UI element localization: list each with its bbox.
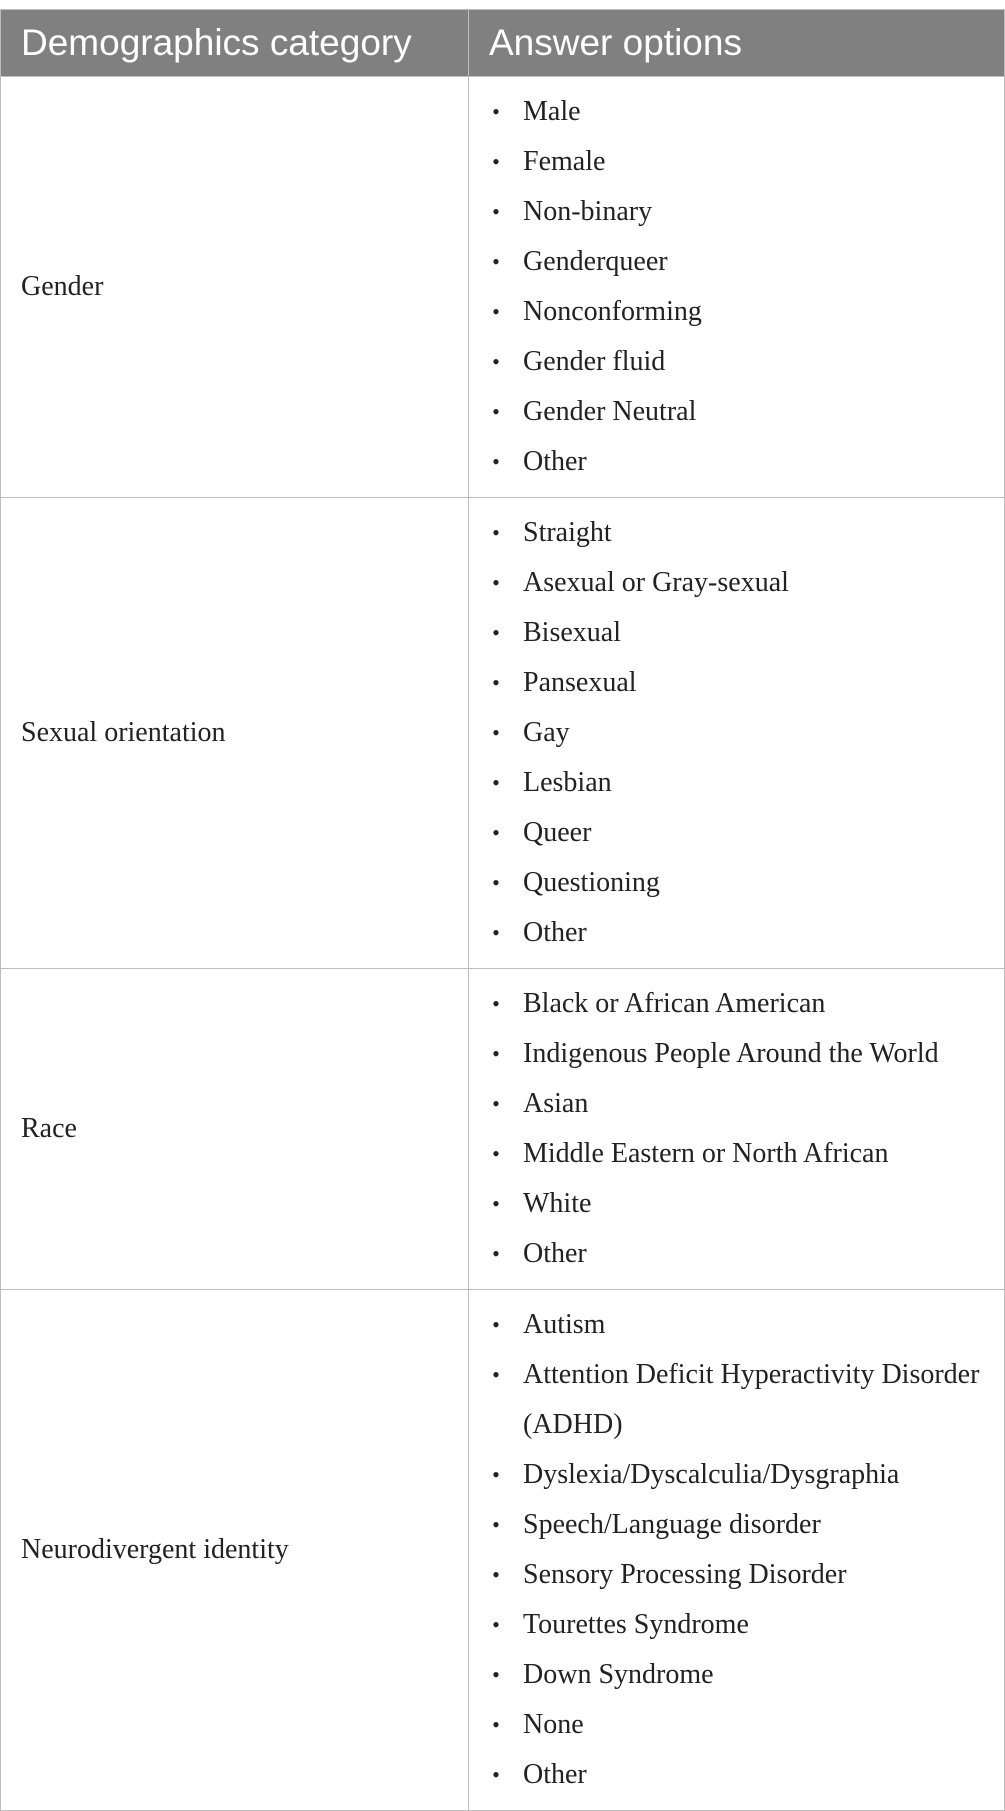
list-item — [469, 1700, 994, 1750]
bullet-icon: • — [492, 720, 500, 745]
answer-option-text: Genderqueer — [523, 246, 668, 277]
category-cell: Gender — [1, 77, 469, 498]
bullet-icon: • — [492, 620, 500, 645]
answer-option-text: Questioning — [523, 867, 660, 898]
list-item — [469, 387, 994, 437]
bullet-icon: • — [492, 820, 500, 845]
list-item — [469, 137, 994, 187]
header-row — [1, 10, 1005, 77]
bullet-icon: • — [492, 1241, 500, 1266]
answer-options-cell — [469, 969, 1005, 1290]
table-header — [1, 10, 1005, 77]
bullet-icon: • — [492, 99, 500, 124]
answer-option-text: Gay — [523, 717, 570, 748]
answer-option-text: Female — [523, 146, 606, 177]
list-item — [469, 287, 994, 337]
answer-option-text: Gender Neutral — [523, 396, 697, 427]
answer-option-text: Gender fluid — [523, 346, 666, 377]
list-item — [469, 658, 994, 708]
answer-options-list — [469, 508, 994, 958]
answer-option-text: Autism — [523, 1309, 606, 1340]
bullet-icon: • — [492, 1191, 500, 1216]
bullet-icon: • — [492, 770, 500, 795]
bullet-icon: • — [492, 1362, 500, 1387]
answer-option-text: Down Syndrome — [523, 1659, 714, 1690]
answer-option-text: Non-binary — [523, 196, 653, 227]
bullet-icon: • — [492, 1762, 500, 1787]
bullet-icon: • — [492, 870, 500, 895]
bullet-icon: • — [492, 670, 500, 695]
answer-option-text: Lesbian — [523, 767, 612, 798]
list-item — [469, 237, 994, 287]
list-item — [469, 1079, 994, 1129]
bullet-icon: • — [492, 1512, 500, 1537]
answer-option-text: None — [523, 1709, 584, 1740]
answer-option-text: Straight — [523, 517, 612, 548]
bullet-icon: • — [492, 299, 500, 324]
answer-option-text: Other — [523, 446, 587, 477]
answer-option-text: Other — [523, 917, 587, 948]
bullet-icon: • — [492, 349, 500, 374]
answer-option-text: Bisexual — [523, 617, 621, 648]
category-cell: Neurodivergent identity — [1, 1290, 469, 1811]
bullet-icon: • — [492, 249, 500, 274]
answer-option-text: Attention Deficit Hyperactivity Disorder (ADHD) — [523, 1359, 980, 1440]
list-item — [469, 437, 994, 487]
table-row — [1, 1290, 1005, 1811]
header-demographics-category: Demographics category — [1, 10, 469, 77]
bullet-icon: • — [492, 991, 500, 1016]
list-item — [469, 1750, 994, 1800]
list-item — [469, 708, 994, 758]
list-item — [469, 1450, 994, 1500]
answer-option-text: Black or African American — [523, 988, 826, 1019]
answer-option-text: Speech/Language disorder — [523, 1509, 821, 1540]
answer-option-text: Asian — [523, 1088, 589, 1119]
list-item — [469, 808, 994, 858]
answer-option-text: Asexual or Gray-sexual — [523, 567, 789, 598]
category-cell: Race — [1, 969, 469, 1290]
list-item — [469, 1550, 994, 1600]
list-item — [469, 1500, 994, 1550]
answer-option-text: Other — [523, 1759, 587, 1790]
list-item — [469, 979, 994, 1029]
bullet-icon: • — [492, 520, 500, 545]
answer-option-text: Tourettes Syndrome — [523, 1609, 749, 1640]
answer-option-text: Indigenous People Around the World — [523, 1038, 939, 1069]
answer-options-list — [469, 1300, 994, 1800]
bullet-icon: • — [492, 399, 500, 424]
bullet-icon: • — [492, 920, 500, 945]
bullet-icon: • — [492, 1312, 500, 1337]
demographics-table — [0, 9, 1005, 1811]
bullet-icon: • — [492, 1712, 500, 1737]
bullet-icon: • — [492, 1612, 500, 1637]
table-body — [1, 77, 1005, 1811]
table-row — [1, 77, 1005, 498]
answer-option-text: White — [523, 1188, 592, 1219]
table-row — [1, 498, 1005, 969]
answer-option-text: Nonconforming — [523, 296, 702, 327]
bullet-icon: • — [492, 1562, 500, 1587]
answer-options-list — [469, 979, 994, 1279]
list-item — [469, 558, 994, 608]
list-item — [469, 1229, 994, 1279]
bullet-icon: • — [492, 449, 500, 474]
bullet-icon: • — [492, 149, 500, 174]
list-item — [469, 758, 994, 808]
list-item — [469, 508, 994, 558]
answer-options-cell — [469, 498, 1005, 969]
list-item — [469, 1350, 994, 1450]
list-item — [469, 87, 994, 137]
bullet-icon: • — [492, 1141, 500, 1166]
list-item — [469, 1650, 994, 1700]
list-item — [469, 1029, 994, 1079]
answer-option-text: Other — [523, 1238, 587, 1269]
bullet-icon: • — [492, 1462, 500, 1487]
answer-option-text: Dyslexia/Dyscalculia/Dysgraphia — [523, 1459, 900, 1490]
answer-options-cell — [469, 77, 1005, 498]
answer-option-text: Pansexual — [523, 667, 637, 698]
answer-option-text: Sensory Processing Disorder — [523, 1559, 847, 1590]
list-item — [469, 1600, 994, 1650]
bullet-icon: • — [492, 1041, 500, 1066]
answer-option-text: Queer — [523, 817, 592, 848]
list-item — [469, 1179, 994, 1229]
bullet-icon: • — [492, 1091, 500, 1116]
bullet-icon: • — [492, 199, 500, 224]
answer-options-list — [469, 87, 994, 487]
bullet-icon: • — [492, 570, 500, 595]
list-item — [469, 858, 994, 908]
table-row — [1, 969, 1005, 1290]
header-answer-options: Answer options — [469, 10, 1005, 77]
list-item — [469, 1300, 994, 1350]
answer-option-text: Male — [523, 96, 581, 127]
answer-options-cell — [469, 1290, 1005, 1811]
list-item — [469, 1129, 994, 1179]
list-item — [469, 908, 994, 958]
list-item — [469, 608, 994, 658]
list-item — [469, 187, 994, 237]
category-cell: Sexual orientation — [1, 498, 469, 969]
bullet-icon: • — [492, 1662, 500, 1687]
list-item — [469, 337, 994, 387]
answer-option-text: Middle Eastern or North African — [523, 1138, 889, 1169]
